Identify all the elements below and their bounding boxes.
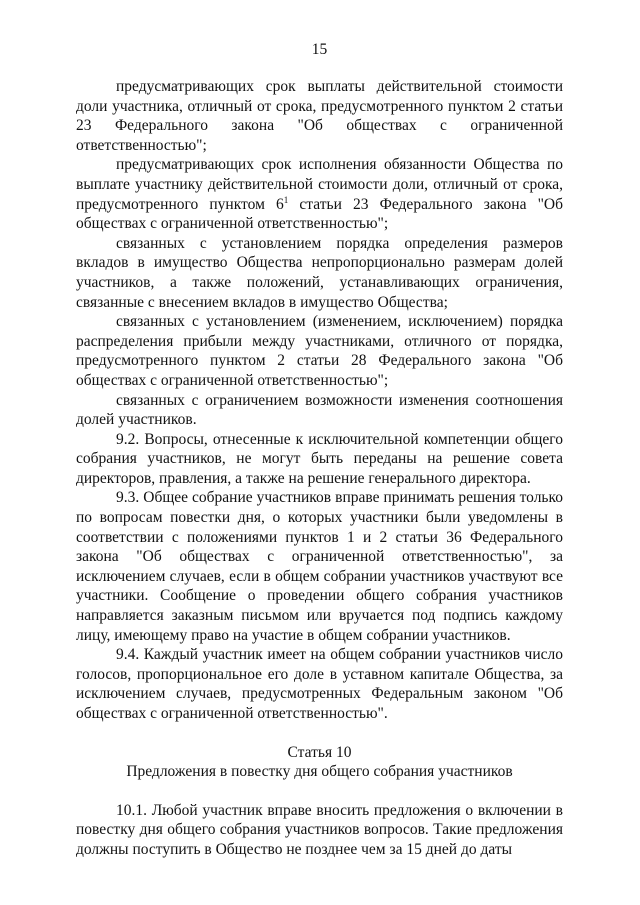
paragraph: [76, 155, 563, 233]
page-number: 15: [311, 41, 328, 58]
paragraph-text: предусматривающих срок исполнения обязанности Общества по выплате участнику действительной стоимости доли, отличный от срока, предусмотренного пунктом 6: [76, 156, 563, 213]
article-heading: Статья 10: [287, 743, 352, 761]
paragraph: 9.2. Вопросы, отнесенные к исключительной компетенции общего собрания участников, не могут быть переданы на решение совета директоров, правления, а также на решение генерального директора.: [76, 430, 563, 487]
paragraph: 9.4. Каждый участник имеет на общем собрании участников число голосов, пропорциональное его доле в уставном капитале Общества, за исключением случаев, предусмотренных Федеральным законом "Об обществах с ограниченной ответственностью".: [76, 646, 563, 722]
paragraph: 10.1. Любой участник вправе вносить предложения о включении в повестку дня общего собрания участников вопросов. Такие предложения должны поступить в Общество не позднее чем за 15 дней до даты: [76, 801, 563, 858]
paragraph: связанных с установлением (изменением, исключением) порядка распределения прибыли между участниками, отличного от порядка, предусмотренного пунктом 2 статьи 28 Федерального закона "Об обществах с ограниченной ответственностью";: [76, 313, 563, 389]
paragraph: связанных с установлением порядка определения размеров вкладов в имущество Общества непропорционально размерам долей участников, а также положений, устанавливающих ограничения, связанные с внесением вкладов в имущество Общества;: [76, 234, 563, 311]
paragraph: 9.3. Общее собрание участников вправе принимать решения только по вопросам повестки дня, о которых участники были уведомлены в соответствии с положениями пунктов 1 и 2 статьи 36 Федерального закона "Об обществах с ограниченной ответственностью", за исключением случаев, если в общем собрании участников участвуют все участники. Сообщение о проведении общего собрания участников направляется заказным письмом или вручается под подпись каждому лицу, имеющему право на участие в общем собрании участников.: [76, 489, 563, 644]
superscript: 1: [283, 194, 289, 205]
paragraph: связанных с ограничением возможности изменения соотношения долей участников.: [76, 391, 563, 429]
paragraph: предусматривающих срок выплаты действительной стоимости доли участника, отличный от срока, предусмотренного пунктом 2 статьи 23 Федерального закона "Об обществах с ограниченной ответственностью";: [76, 78, 563, 154]
article-subtitle: Предложения в повестку дня общего собрания участников: [126, 763, 513, 781]
document-page: [76, 40, 563, 860]
paragraph-text-tail: статьи 23 Федерального закона "Об обществах с ограниченной ответственностью";: [76, 195, 563, 233]
